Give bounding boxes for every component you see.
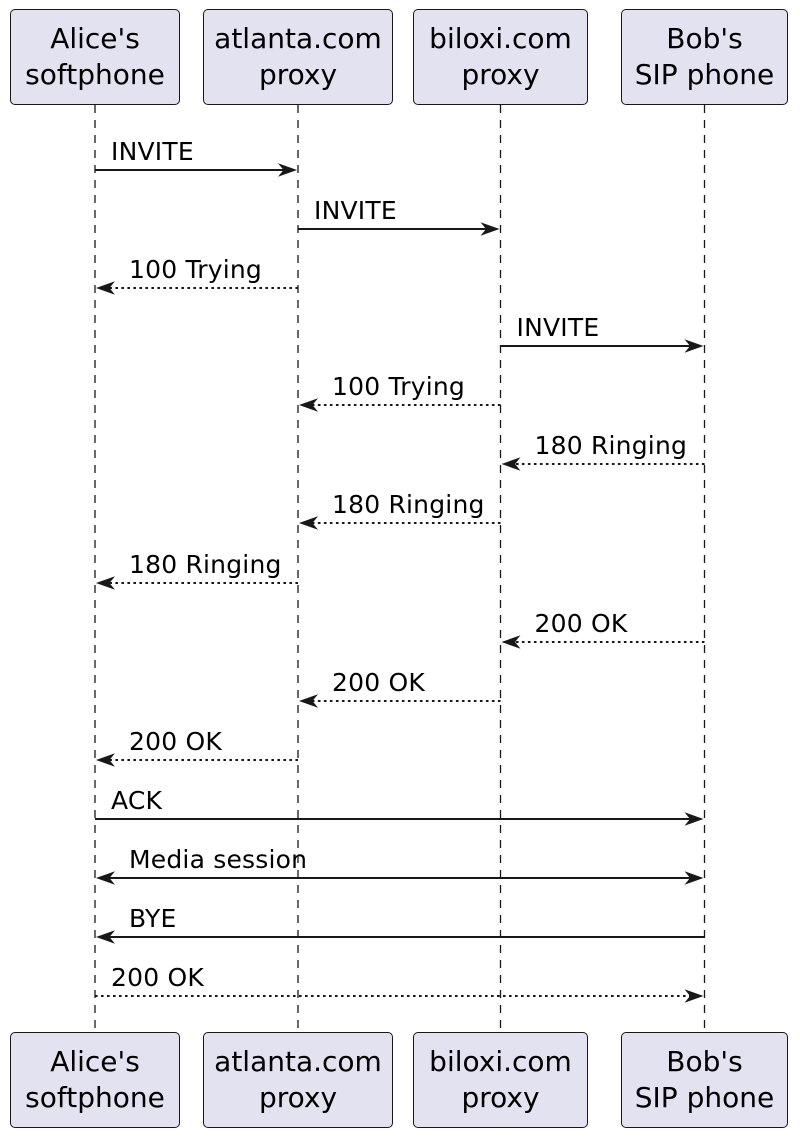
- message-label-6: 180 Ringing: [332, 490, 485, 519]
- participant-box-bottom-alice: [10, 1032, 180, 1128]
- participant-box-top-atlanta: [203, 9, 393, 105]
- arrowhead-9: [299, 694, 318, 708]
- participant-name-line: SIP phone: [634, 58, 775, 91]
- participant-name-line: Bob's: [666, 22, 743, 55]
- message-label-5: 180 Ringing: [534, 431, 688, 460]
- message-label-10: 200 OK: [129, 727, 222, 756]
- participant-name-line: proxy: [461, 1081, 540, 1114]
- arrowhead-14: [685, 989, 704, 1003]
- message-label-11: ACK: [111, 786, 163, 815]
- participant-box-bottom-bob: [621, 1032, 788, 1128]
- arrowhead-10: [96, 753, 115, 767]
- participant-name-line: SIP phone: [634, 1081, 775, 1114]
- participant-name-line: softphone: [25, 58, 165, 91]
- participant-name-line: atlanta.com: [214, 22, 382, 55]
- message-label-14: 200 OK: [111, 963, 204, 992]
- arrowhead-7: [96, 576, 115, 590]
- participant-name-line: softphone: [25, 1081, 165, 1114]
- participant-name-line: Alice's: [50, 1045, 140, 1078]
- arrowhead-4: [299, 398, 318, 412]
- participant-box-bottom-biloxi: [413, 1032, 588, 1128]
- message-label-12: Media session: [129, 845, 308, 874]
- participant-name-line: Bob's: [666, 1045, 743, 1078]
- participant-box-top-bob: [621, 9, 788, 105]
- participant-box-bottom-atlanta: [203, 1032, 393, 1128]
- message-label-4: 100 Trying: [332, 372, 465, 401]
- message-label-13: BYE: [129, 904, 177, 933]
- participant-box-top-biloxi: [413, 9, 588, 105]
- arrowhead-6: [299, 516, 318, 530]
- participant-box-top-alice: [10, 9, 180, 105]
- participant-name-line: biloxi.com: [429, 22, 572, 55]
- message-label-1: INVITE: [314, 196, 397, 225]
- participant-name-line: proxy: [258, 58, 338, 91]
- participant-name-line: proxy: [258, 1081, 338, 1114]
- message-label-9: 200 OK: [332, 668, 425, 697]
- participant-name-line: atlanta.com: [214, 1045, 382, 1078]
- arrowhead-2: [96, 281, 115, 295]
- message-label-7: 180 Ringing: [129, 550, 282, 579]
- message-label-8: 200 OK: [534, 609, 628, 638]
- participant-name-line: proxy: [461, 58, 540, 91]
- message-label-0: INVITE: [111, 137, 194, 166]
- participant-name-line: Alice's: [50, 22, 140, 55]
- message-label-2: 100 Trying: [129, 255, 262, 284]
- participant-name-line: biloxi.com: [429, 1045, 572, 1078]
- message-label-3: INVITE: [516, 313, 600, 342]
